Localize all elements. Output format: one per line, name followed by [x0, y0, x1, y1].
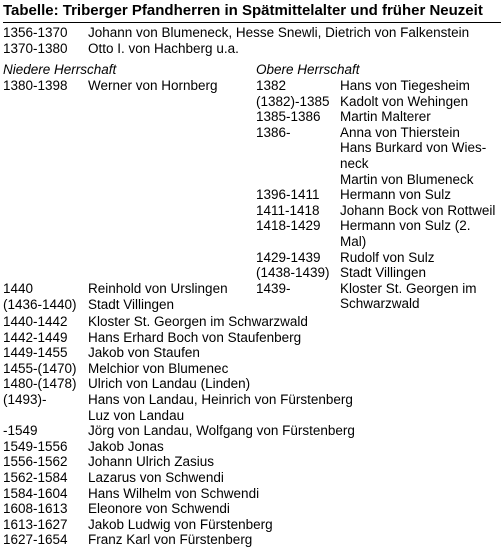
bottom-row-date: 1613-1627 — [3, 516, 68, 532]
obere-row-name: neck — [340, 156, 369, 171]
bottom-row-name: Jakob von Staufen — [88, 345, 200, 361]
obere-row-name: Rudolf von Sulz — [340, 249, 435, 265]
bottom-row-date: 1562-1584 — [3, 470, 68, 485]
bottom-row-date: 1480-(1478) — [3, 376, 77, 392]
bottom-row-date: 1627-1654 — [3, 532, 68, 548]
obere-row-name: Anna von Thierstein — [340, 124, 460, 140]
bottom-row-name: Eleonore von Schwendi — [88, 501, 230, 517]
obere-row-date: 1429-1439 — [256, 249, 321, 265]
obere-row-name: Kloster St. Georgen im — [340, 280, 477, 296]
bottom-row-name: Hans Erhard Boch von Staufenberg — [88, 329, 302, 345]
obere-row-date: 1385-1386 — [256, 109, 321, 125]
niedere-row-date: (1436-1440) — [3, 296, 77, 312]
bottom-row-name: Hans von Landau, Heinrich von Fürstenberg — [88, 392, 353, 407]
bottom-row-name: Jakob Ludwig von Fürstenberg — [88, 516, 273, 532]
top-row-date: 1370-1380 — [3, 40, 68, 56]
bottom-row-date: -1549 — [3, 423, 38, 439]
bottom-row-name: Kloster St. Georgen im Schwarzwald — [88, 314, 308, 329]
bottom-row-name: Franz Karl von Fürstenberg — [88, 532, 253, 548]
obere-row-date: 1382 — [256, 78, 287, 93]
top-row-date: 1356-1370 — [3, 25, 68, 40]
obere-row-name: Hans Burkard von Wies- — [340, 140, 487, 156]
bottom-row-date: 1584-1604 — [3, 485, 68, 501]
obere-heading: Obere Herrschaft — [256, 62, 360, 77]
obere-row-date: 1418-1429 — [256, 218, 321, 234]
bottom-row-date: 1455-(1470) — [3, 360, 77, 376]
obere-row-date: 1439- — [256, 280, 291, 296]
obere-row-name: Hans von Tiegesheim — [340, 78, 470, 93]
table-title: Tabelle: Triberger Pfandherren in Spätmittelalter und früher Neuzeit — [3, 2, 483, 19]
obere-row-date: (1382)-1385 — [256, 93, 330, 109]
bottom-row-name: Melchior von Blumenec — [88, 360, 229, 376]
bottom-row-name: Jakob Jonas — [88, 438, 164, 454]
niedere-row-name: Reinhold von Urslingen — [88, 281, 228, 296]
obere-row-name: Hermann von Sulz (2. — [340, 218, 471, 234]
obere-row-name: Schwarzwald — [340, 296, 420, 312]
obere-row-name: Martin Malterer — [340, 109, 431, 125]
obere-row-name: Kadolt von Wehingen — [340, 93, 469, 109]
obere-row-name: Mal) — [340, 234, 367, 249]
obere-row-name: Stadt Villingen — [340, 265, 427, 281]
niedere-heading: Niedere Herrschaft — [3, 62, 117, 77]
bottom-row-date: (1493)- — [3, 392, 47, 407]
bottom-row-date: 1556-1562 — [3, 454, 68, 470]
obere-row-name: Martin von Blumeneck — [340, 171, 474, 187]
bottom-row-name: Hans Wilhelm von Schwendi — [88, 485, 260, 501]
bottom-row-name: Jörg von Landau, Wolfgang von Fürstenberg — [88, 423, 355, 439]
obere-row-name: Hermann von Sulz — [340, 187, 452, 203]
title-underline — [3, 22, 501, 23]
niedere-row-date: 1440 — [3, 281, 34, 296]
niedere-row-name: Stadt Villingen — [88, 296, 175, 312]
bottom-row-name: Lazarus von Schwendi — [88, 470, 224, 485]
bottom-row-date: 1440-1442 — [3, 314, 68, 329]
niedere-row-date: 1380-1398 — [3, 78, 68, 93]
obere-row-date: (1438-1439) — [256, 265, 330, 281]
bottom-row-name: Luz von Landau — [88, 407, 185, 423]
bottom-row-date: 1449-1455 — [3, 345, 68, 361]
bottom-row-name: Ulrich von Landau (Linden) — [88, 376, 251, 392]
obere-row-name: Johann Bock von Rottweil — [340, 202, 496, 218]
top-row-name: Otto I. von Hachberg u.a. — [88, 40, 239, 56]
bottom-row-date: 1442-1449 — [3, 329, 68, 345]
niedere-row-name: Werner von Hornberg — [88, 78, 218, 93]
top-row-name: Johann von Blumeneck, Hesse Snewli, Dietrich von Falkenstein — [88, 25, 470, 40]
obere-row-date: 1396-1411 — [256, 187, 320, 203]
obere-row-date: 1411-1418 — [256, 202, 320, 218]
bottom-row-date: 1549-1556 — [3, 438, 68, 454]
bottom-row-date: 1608-1613 — [3, 501, 68, 517]
bottom-row-name: Johann Ulrich Zasius — [88, 454, 215, 470]
obere-row-date: 1386- — [256, 124, 291, 140]
